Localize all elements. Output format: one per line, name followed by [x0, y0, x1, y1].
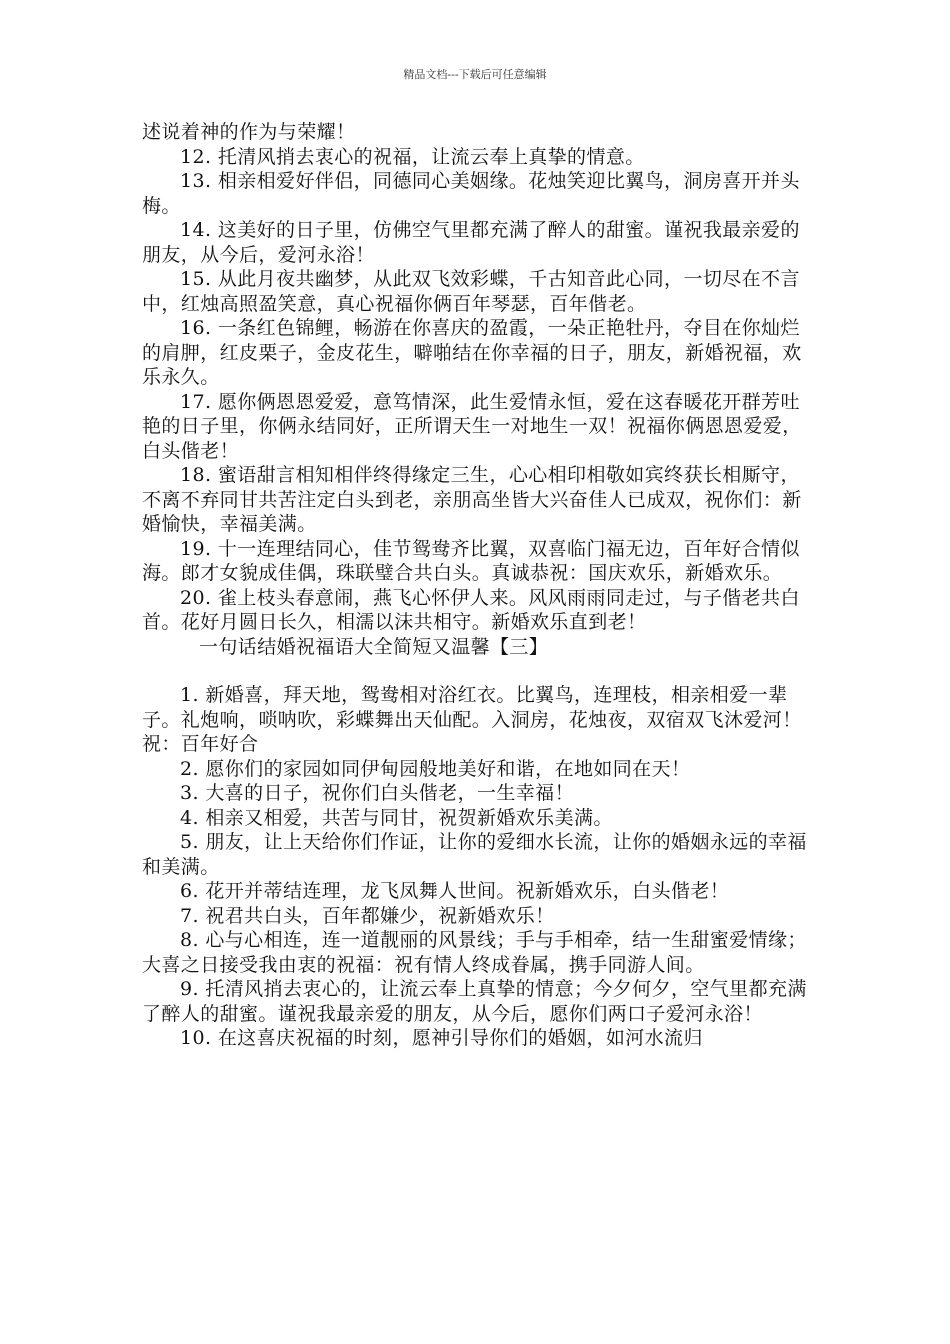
wish-item: 14. 这美好的日子里，仿佛空气里都充满了醉人的甜蜜。谨祝我最亲爱的朋友，从今后，爱河永浴！ [142, 219, 800, 266]
wish-item: 9. 托清风捎去衷心的，让流云奉上真挚的情意；今夕何夕，空气里都充满了醉人的甜蜜。谨祝我最亲爱的朋友，从今后，愿你们两口子爱河永浴！ [142, 978, 807, 1025]
intro-line: 述说着神的作为与荣耀！ [142, 121, 356, 143]
wish-item: 4. 相亲又相爱，共苦与同甘，祝贺新婚欢乐美满。 [180, 806, 613, 829]
document-body [142, 120, 808, 1051]
page-header: 精品文档---下载后可任意编辑 [403, 68, 547, 81]
wish-item: 10. 在这喜庆祝福的时刻，愿神引导你们的婚姻，如河水流归 [180, 1027, 703, 1049]
wish-item: 5. 朋友，让上天给你们作证，让你的爱细水长流，让你的婚姻永远的幸福和美满。 [142, 831, 807, 878]
wish-item: 2. 愿你们的家园如同伊甸园般地美好和谐，在地如同在天！ [180, 757, 691, 780]
wish-item: 1. 新婚喜，拜天地，鸳鸯相对浴红衣。比翼鸟，连理枝，相亲相爱一辈子。礼炮响，唢呐吹，彩蝶舞出天仙配。入洞房，花烛夜，双宿双飞沐爱河！祝：百年好合 [142, 684, 802, 755]
wish-item: 19. 十一连理结同心，佳节鸳鸯齐比翼，双喜临门福无边，百年好合情似海。郎才女貌成佳偶，珠联璧合共白头。真诚恭祝：国庆欢乐，新婚欢乐。 [142, 537, 800, 584]
section-heading: 一句话结婚祝福语大全简短又温馨【三】 [199, 635, 549, 658]
wish-item: 18. 蜜语甜言相知相伴终得缘定三生，心心相印相敬如宾终获长相厮守，不离不弃同甘共苦注定白头到老，亲朋高坐皆大兴奋佳人已成双，祝你们：新婚愉快，幸福美满。 [142, 464, 802, 535]
wish-item: 12. 托清风捎去衷心的祝福，让流云奉上真挚的情意。 [180, 145, 645, 168]
wish-item: 13. 相亲相爱好伴侣，同德同心美姻缘。花烛笑迎比翼鸟，洞房喜开并头梅。 [142, 170, 800, 217]
wish-item: 16. 一条红色锦鲤，畅游在你喜庆的盈霞，一朵正艳牡丹，夺目在你灿烂的肩胛，红皮栗子，金皮花生，噼啪结在你幸福的日子，朋友，新婚祝福，欢乐永久。 [142, 317, 802, 388]
wish-item: 15. 从此月夜共幽梦，从此双飞效彩蝶，千古知音此心同，一切尽在不言中，红烛高照盈笑意，真心祝福你俩百年琴瑟，百年偕老。 [142, 268, 800, 315]
wish-item: 6. 花开并蒂结连理，龙飞凤舞人世间。祝新婚欢乐，白头偕老！ [180, 880, 730, 902]
wish-item: 8. 心与心相连，连一道靓丽的风景线；手与手相牵，结一生甜蜜爱情缘；大喜之日接受我由衷的祝福：祝有情人终成眷属，携手同游人间。 [142, 929, 807, 976]
wish-item: 20. 雀上枝头春意闹，燕飞心怀伊人来。风风雨雨同走过，与子偕老共白首。花好月圆日长久，相濡以沫共相守。新婚欢乐直到老！ [142, 586, 800, 633]
wish-item: 7. 祝君共白头，百年都嫌少，祝新婚欢乐！ [180, 904, 555, 927]
wish-item: 17. 愿你俩恩恩爱爱，意笃情深，此生爱情永恒，爱在这春暖花开群芳吐艳的日子里，你俩永结同好，正所谓天生一对地生一双！祝福你俩恩恩爱爱，白头偕老！ [142, 390, 802, 462]
wish-item: 3. 大喜的日子，祝你们白头偕老，一生幸福！ [180, 782, 574, 804]
